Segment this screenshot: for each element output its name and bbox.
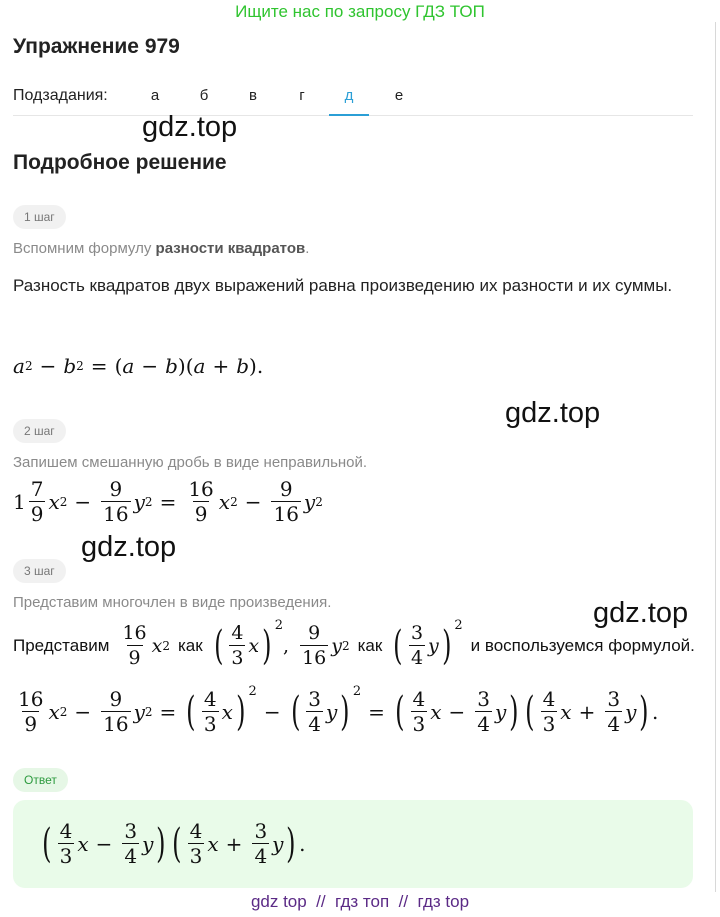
formula-difference-of-squares: a 2 − b 2 = ( a − b )( a + b ).: [13, 354, 264, 378]
subtask-tab-g[interactable]: г: [299, 87, 305, 104]
step-badge: 1 шаг: [13, 205, 66, 229]
subtasks-label: Подзадания:: [13, 87, 108, 104]
step-text-with-formulas: Представим $\frac{16}{9}$ x 2 как ( $\frac{4}{3}$ x ) 2 , $\frac{9}{16}$ y 2 как ( $\frac{3}{4}$ y ) 2 и воспользуемся формулой.: [13, 618, 695, 669]
step-hint: Вспомним формулу разности квадратов.: [13, 240, 310, 257]
step-badge: 3 шаг: [13, 559, 66, 583]
divider: [715, 22, 716, 892]
watermark: gdz.top: [505, 397, 601, 429]
step-badge: 2 шаг: [13, 419, 66, 443]
watermark: gdz.top: [81, 531, 177, 563]
step-hint: Представим многочлен в виде произведения.: [13, 594, 332, 611]
formula-improper-fraction: 1 $\frac{7}{9}$ x 2 − $\frac{9}{16}$ y 2 = $\frac{16}{9}$ x 2 − $\frac{9}{16}$ y 2: [13, 477, 323, 526]
solution-title: Подробное решение: [13, 151, 227, 174]
subtask-tab-d[interactable]: д: [329, 87, 369, 104]
subtask-tab-a[interactable]: а: [150, 87, 160, 104]
hint-emphasis: разности квадратов: [155, 240, 306, 257]
formula-factorization: $\frac{16}{9}$ x 2 − $\frac{9}{16}$ y 2 = ( $\frac{4}{3}$ x ) 2 − ( $\frac{3}{4}$ y ) 2 = ( $\frac{4}{3}$ x − $\frac{3}{4}$ y ) ( $\frac{4}{3}$ x + $\frac{3}{4}$ y ) .: [18, 684, 659, 736]
answer-formula: ( $\frac{4}{3}$ x − $\frac{3}{4}$ y ) ( $\frac{4}{3}$ x + $\frac{3}{4}$ y ) .: [42, 819, 306, 868]
subtask-tab-b[interactable]: б: [199, 87, 209, 104]
subtasks-nav: [13, 86, 693, 116]
subtask-tab-e[interactable]: е: [394, 87, 404, 104]
promo-banner[interactable]: Ищите нас по запросу ГДЗ ТОП: [235, 2, 485, 21]
watermark: gdz.top: [593, 597, 689, 629]
step-text: Разность квадратов двух выражений равна произведению их разности и их суммы.: [13, 276, 673, 295]
answer-badge: Ответ: [13, 768, 68, 792]
step-hint: Запишем смешанную дробь в виде неправильной.: [13, 454, 368, 471]
subtask-tab-v[interactable]: в: [249, 87, 257, 104]
exercise-title: Упражнение 979: [13, 35, 180, 58]
footer-links[interactable]: gdz top // гдз топ // гдз top: [250, 892, 470, 911]
answer-box: [13, 800, 693, 888]
watermark: gdz.top: [142, 111, 238, 143]
